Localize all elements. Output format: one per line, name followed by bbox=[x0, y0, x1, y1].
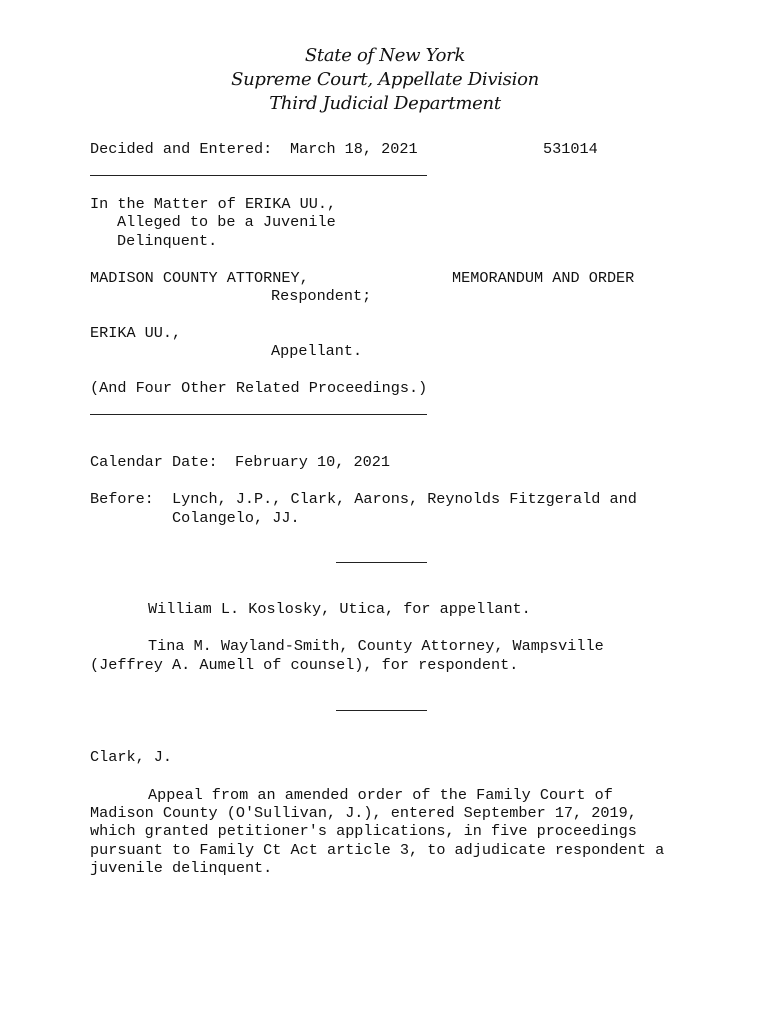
separator-rule-1 bbox=[336, 562, 427, 563]
caption-bottom-rule bbox=[90, 414, 427, 415]
separator-rule-2 bbox=[336, 710, 427, 711]
order-type: MEMORANDUM AND ORDER bbox=[452, 269, 635, 287]
before-line-2: Colangelo, JJ. bbox=[172, 509, 300, 527]
before-label: Before: bbox=[90, 490, 154, 508]
opinion-author: Clark, J. bbox=[90, 748, 173, 766]
matter-line-1: In the Matter of ERIKA UU., bbox=[90, 195, 337, 213]
related-proceedings: (And Four Other Related Proceedings.) bbox=[90, 379, 428, 397]
docket-number: 531014 bbox=[543, 140, 598, 158]
party-2-name: ERIKA UU., bbox=[90, 324, 182, 342]
opinion-line-5: juvenile delinquent. bbox=[90, 859, 273, 877]
decided-label: Decided and Entered: bbox=[90, 140, 273, 158]
court-division: Supreme Court, Appellate Division bbox=[231, 69, 539, 90]
opinion-line-2: Madison County (O'Sullivan, J.), entered September 17, 2019, bbox=[90, 804, 637, 822]
before-line-1: Lynch, J.P., Clark, Aarons, Reynolds Fitzgerald and bbox=[172, 490, 637, 508]
matter-line-3: Delinquent. bbox=[117, 232, 218, 250]
party-1-name: MADISON COUNTY ATTORNEY, bbox=[90, 269, 309, 287]
party-2-role: Appellant. bbox=[271, 342, 363, 360]
opinion-line-1: Appeal from an amended order of the Family Court of bbox=[148, 786, 613, 804]
calendar-date: February 10, 2021 bbox=[235, 453, 390, 471]
party-1-role: Respondent; bbox=[271, 287, 372, 305]
counsel-respondent-line-2: (Jeffrey A. Aumell of counsel), for respondent. bbox=[90, 656, 519, 674]
caption-top-rule bbox=[90, 175, 427, 176]
court-department: Third Judicial Department bbox=[269, 93, 501, 114]
counsel-respondent-line-1: Tina M. Wayland-Smith, County Attorney, Wampsville bbox=[148, 637, 604, 655]
opinion-line-3: which granted petitioner's applications, in five proceedings bbox=[90, 822, 637, 840]
court-state: State of New York bbox=[304, 45, 466, 66]
matter-line-2: Alleged to be a Juvenile bbox=[117, 213, 336, 231]
calendar-label: Calendar Date: bbox=[90, 453, 218, 471]
decided-date: March 18, 2021 bbox=[290, 140, 418, 158]
counsel-appellant: William L. Koslosky, Utica, for appellant. bbox=[148, 600, 531, 618]
opinion-line-4: pursuant to Family Ct Act article 3, to adjudicate respondent a bbox=[90, 841, 665, 859]
